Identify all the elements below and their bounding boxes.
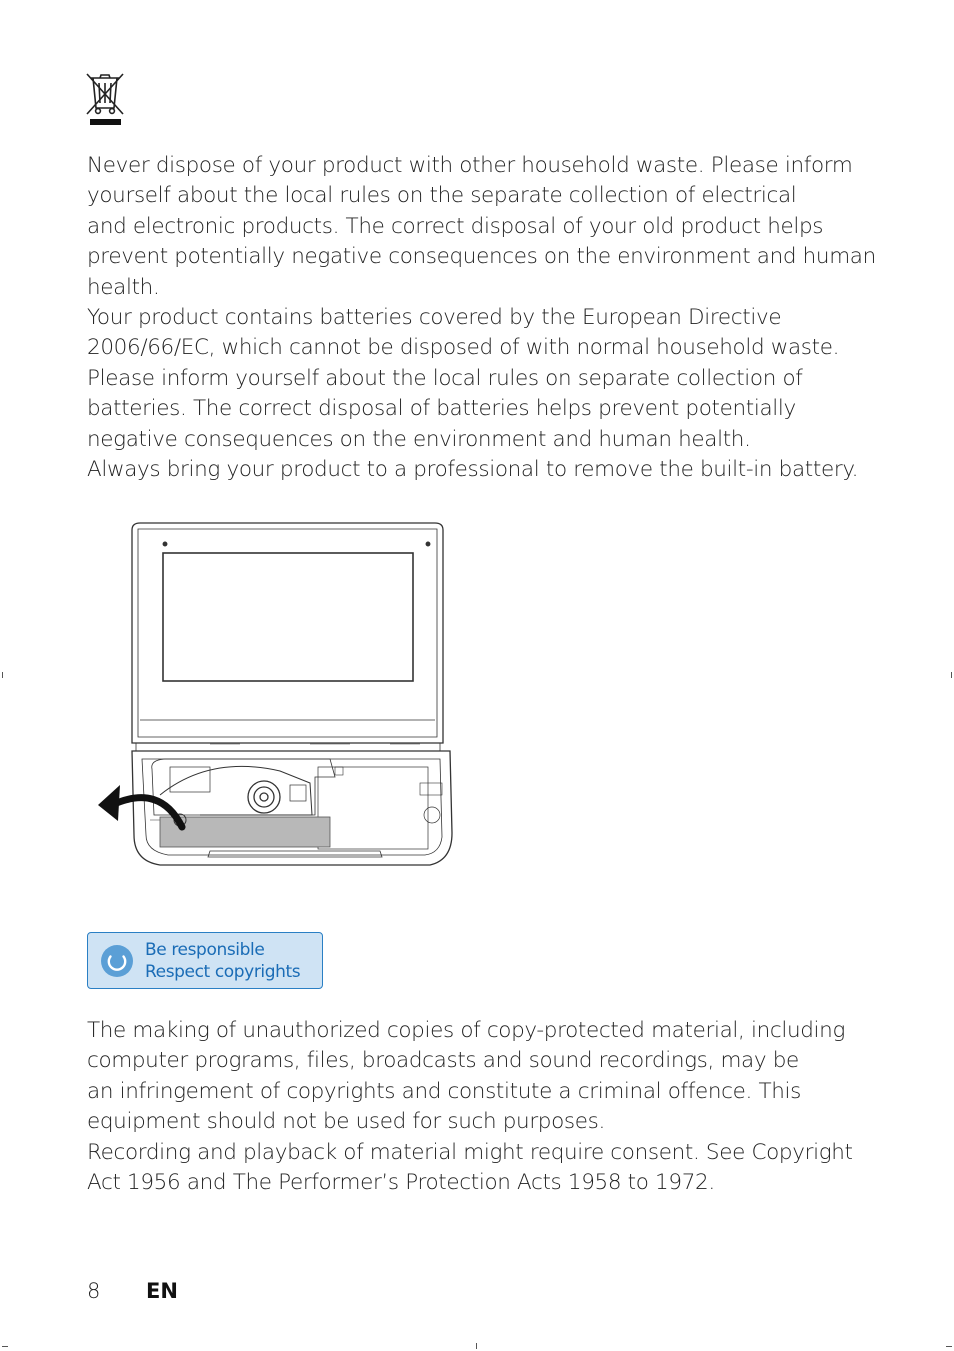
badge-line-1: Be responsible [145, 940, 265, 960]
disposal-line: prevent potentially negative consequences on the environment and human [87, 244, 876, 270]
disposal-line: Never dispose of your product with other household waste. Please inform [87, 153, 853, 178]
disposal-line: yourself about the local rules on the separate collection of electrical [87, 183, 797, 209]
badge-line-2: Respect copyrights [145, 962, 301, 982]
disposal-line: health. [87, 274, 160, 300]
disposal-line: negative consequences on the environment and human health. [87, 426, 751, 452]
crop-mark [946, 1346, 952, 1347]
disposal-line: and electronic products. The correct disposal of your old product helps [87, 213, 824, 239]
copyright-line: The making of unauthorized copies of copy-protected material, including [87, 1018, 846, 1043]
crop-mark [951, 672, 952, 678]
power-icon [100, 944, 134, 978]
disposal-line: Please inform yourself about the local rules on separate collection of [87, 365, 803, 391]
dvd-player-illustration [90, 515, 460, 875]
be-responsible-badge [87, 932, 323, 989]
crossed-out-bin-icon [84, 70, 126, 126]
disposal-line: 2006/66/EC, which cannot be disposed of with normal household waste. [87, 335, 840, 361]
crop-mark [476, 1343, 477, 1349]
disposal-line: batteries. The correct disposal of batteries helps prevent potentially [87, 396, 796, 422]
copyright-line: Act 1956 and The Performer’s Protection Acts 1958 to 1972. [87, 1170, 715, 1196]
page-number: 8 [87, 1279, 101, 1303]
disposal-text [87, 151, 887, 485]
copyright-line: equipment should not be used for such purposes. [87, 1109, 605, 1135]
crop-mark [2, 672, 3, 678]
disposal-line: Always bring your product to a professional to remove the built-in battery. [87, 457, 859, 483]
badge-text [145, 939, 300, 983]
language-code: EN [146, 1279, 178, 1303]
crop-mark [2, 1346, 8, 1347]
disposal-line: Your product contains batteries covered by the European Directive [87, 305, 782, 331]
copyright-text [87, 1016, 887, 1198]
copyright-line: computer programs, files, broadcasts and sound recordings, may be [87, 1048, 799, 1074]
copyright-line: an infringement of copyrights and constitute a criminal offence. This [87, 1078, 801, 1104]
copyright-line: Recording and playback of material might require consent. See Copyright [87, 1139, 853, 1165]
